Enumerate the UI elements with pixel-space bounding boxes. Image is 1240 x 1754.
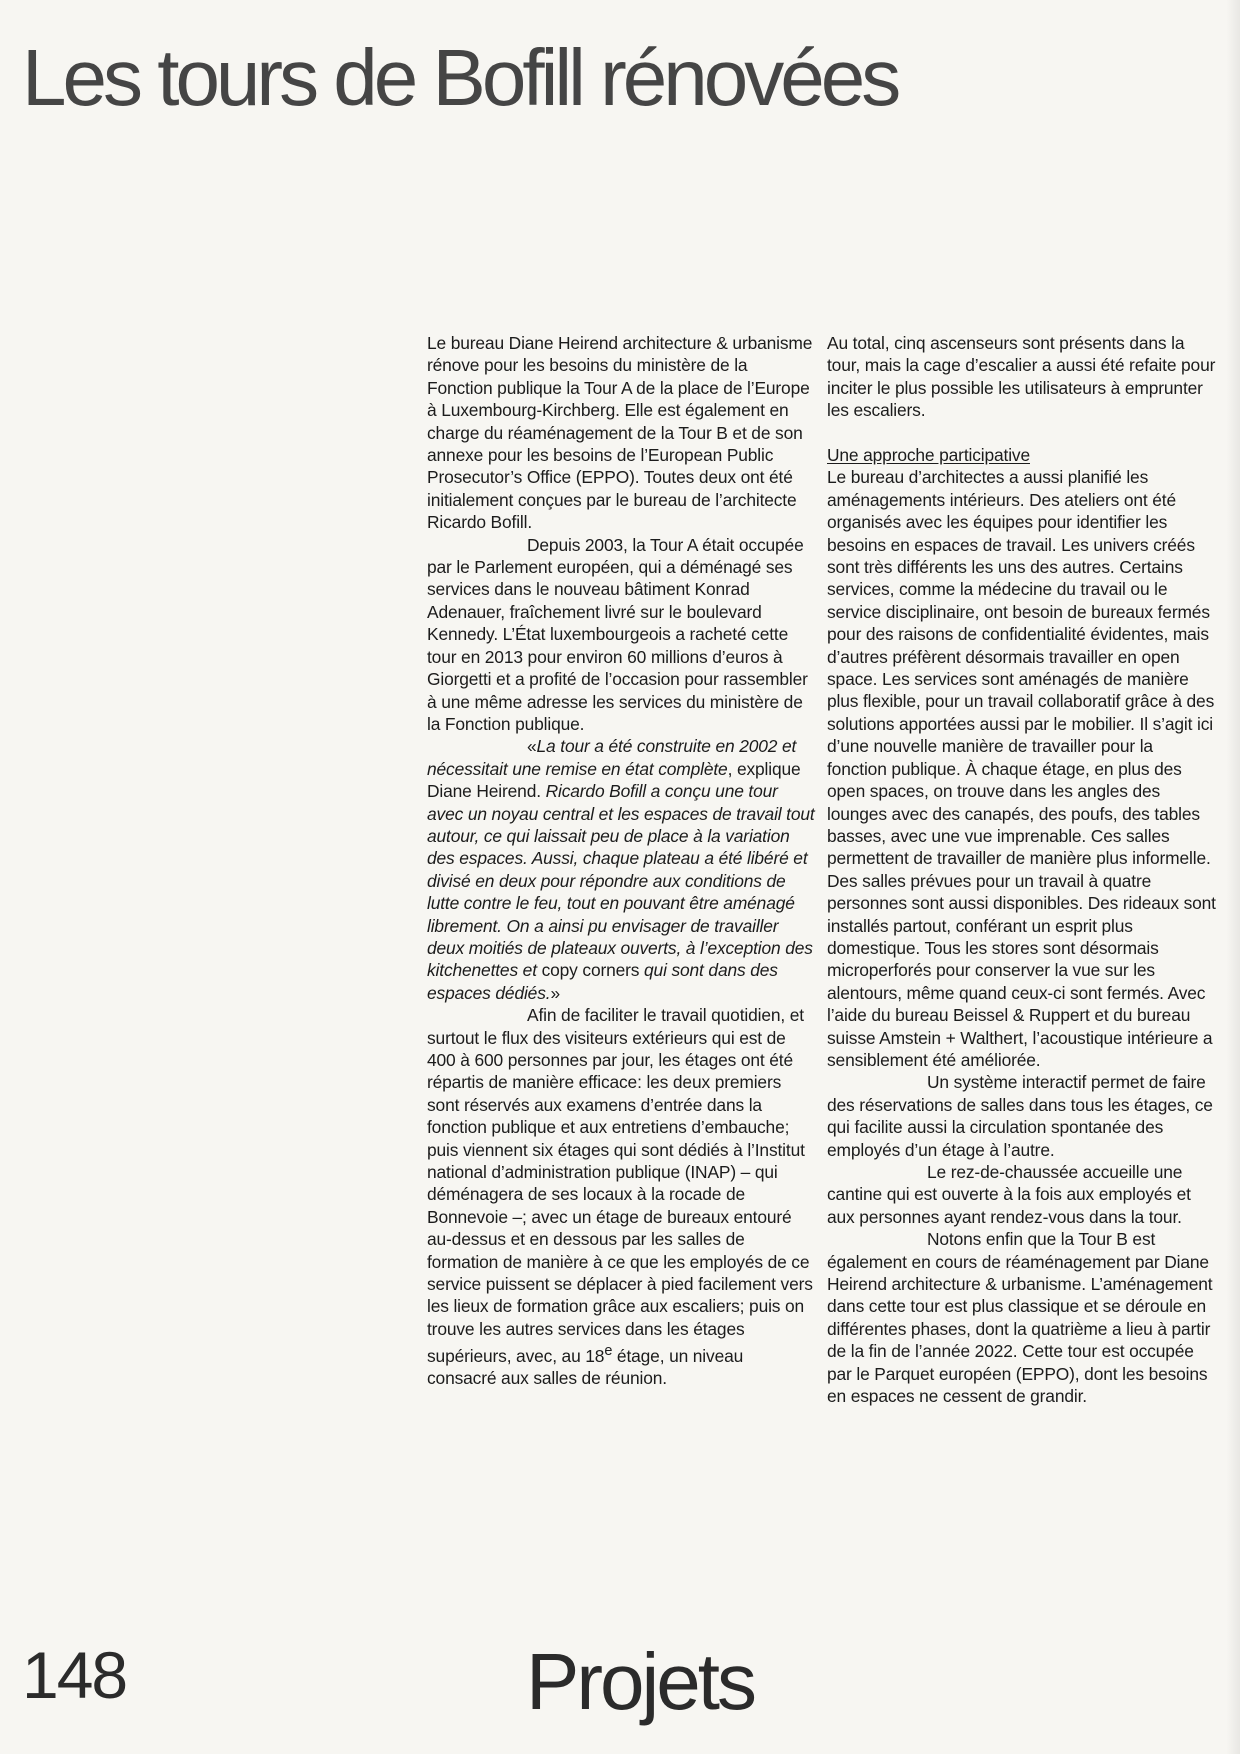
paragraph-history: Depuis 2003, la Tour A était occupée par le Parlement européen, qui a déménagé ses services dans le nouveau bâtiment Konrad Adenauer, fraîchement livré sur le boulevard Kennedy. L’État luxembourgeois a racheté cette tour en 2013 pour environ 60 millions d’euros à Giorgetti et a profité de l’occasion pour rassembler à une même adresse les services du ministère de la Fonction publique. [427,534,808,734]
page-edge-shadow [1226,0,1240,1754]
quote-close-mark: » [550,982,560,1003]
floors-text-end: étage, un niveau consacré aux salles de réunion. [427,1346,744,1389]
paragraph-intro: Le bureau Diane Heirend architecture & urbanisme rénove pour les besoins du ministère de la Fonction publique la Tour A de la place de l’Europe à Luxembourg-Kirchberg. Elle est également en charge du réaménagement de la Tour B et de son annexe pour les besoins de l’European Public Prosecutor’s Office (EPPO). Toutes deux ont été initialement conçues par le bureau de l’architecte Ricardo Bofill. [427,333,813,533]
section-subheading: Une approche participative [827,445,1030,466]
floors-text: Afin de faciliter le travail quotidien, et surtout le flux des visiteurs extérieurs qui est de 400 à 600 personnes par jour, les étages ont été répartis de manière efficace: les deux premiers sont réservés aux examens d’entrée dans la fonction publique et aux entretiens d’embauche; puis viennent six étages qui sont dédiés à l’Institut national d’administration publique (INAP) – qui déménagera de ses locaux à la rocade de Bonnevoie –; avec un étage de bureaux entouré au-dessus et en dessous par les salles de formation de manière à ce que les employés de ce service puissent se déplacer à pied facilement vers les lieux de formation grâce aux escaliers; puis on trouve les autres services dans les étages supérieurs, avec, au 18 [427,1005,813,1367]
page-number: 148 [22,1638,127,1712]
quote-italic-2: Ricardo Bofill a conçu une tour avec un noyau central et les espaces de travail tout autour, ce qui laissait peu de place à la variation des espaces. Aussi, chaque plateau a été libéré et divisé en deux pour répondre aux conditions de lutte contre le feu, tout en pouvant être aménagé librement. On a ainsi pu envisager de travailler deux moitiés de plateaux ouverts, à l’exception des kitchenettes et [427,781,815,981]
paragraph-floors [427,1004,817,1390]
quote-italic-3: qui sont dans des espaces dédiés. [427,960,778,1003]
article-title: Les tours de Bofill rénovées [22,33,898,122]
paragraph-tour-b: Notons enfin que la Tour B est également en cours de réaménagement par Diane Heirend architecture & urbanisme. L’aménagement dans cette tour est plus classique et se déroule en différentes phases, dont la quatrième a lieu à partir de la fin de l’année 2022. Cette tour est occupée par le Parquet européen (EPPO), dont les besoins en espaces ne cessent de grandir. [827,1229,1213,1407]
paragraph-booking-system: Un système interactif permet de faire des réservations de salles dans tous les étages, ce qui facilite aussi la circulation spontanée des employés d’un étage à l’autre. [827,1072,1213,1160]
quote-open-mark: « [527,736,537,757]
paragraph-elevators: Au total, cinq ascenseurs sont présents dans la tour, mais la cage d’escalier a aussi été refaite pour inciter le plus possible les utilisateurs à emprunter les escaliers. [827,333,1216,421]
paragraph-ground-floor: Le rez-de-chaussée accueille une cantine qui est ouverte à la fois aux employés et aux personnes ayant rendez-vous dans la tour. [827,1162,1191,1227]
paragraph-quote [427,735,817,1004]
quote-attribution: , explique Diane Heirend. [427,758,801,802]
quote-italic-1: La tour a été construite en 2002 et nécessitait une remise en état complète [427,736,797,779]
paragraph-participative: Le bureau d’architectes a aussi planifié les aménagements intérieurs. Des ateliers ont été organisés avec les équipes pour identifier les besoins en espaces de travail. Les univers créés sont très différents les uns des autres. Certains services, comme la médecine du travail ou le service disciplinaire, ont besoin de bureaux fermés pour des raisons de confidentialité évidentes, mais d’autres préfèrent désormais travailler en open space. Les services sont aménagés de manière plus flexible, pour un travail collaboratif grâce à des solutions apportées aussi par le mobilier. Il s’agit ici d’une nouvelle manière de travailler pour la fonction publique. À chaque étage, en plus des open spaces, on trouve dans les angles des lounges avec des canapés, des poufs, des tables basses, avec une vue imprenable. Ces salles permettent de travailler de manière plus informelle. Des salles prévues pour un travail à quatre personnes sont aussi disponibles. Des rideaux sont installés partout, conférant un esprit plus domestique. Tous les stores sont désormais microperforés pour conserver la vue sur les alentours, même quand ceux-ci sont fermés. Avec l’aide du bureau Beissel & Ruppert et du bureau suisse Amstein + Walthert, l’acoustique intérieure a sensiblement été améliorée. [827,467,1216,1070]
quote-roman-term: copy corners [541,960,640,981]
right-column [827,332,1217,1407]
paragraph-spacer [827,422,1217,444]
section-label: Projets [526,1637,754,1726]
ordinal-superscript: e [604,1343,613,1360]
left-column [427,332,817,1390]
